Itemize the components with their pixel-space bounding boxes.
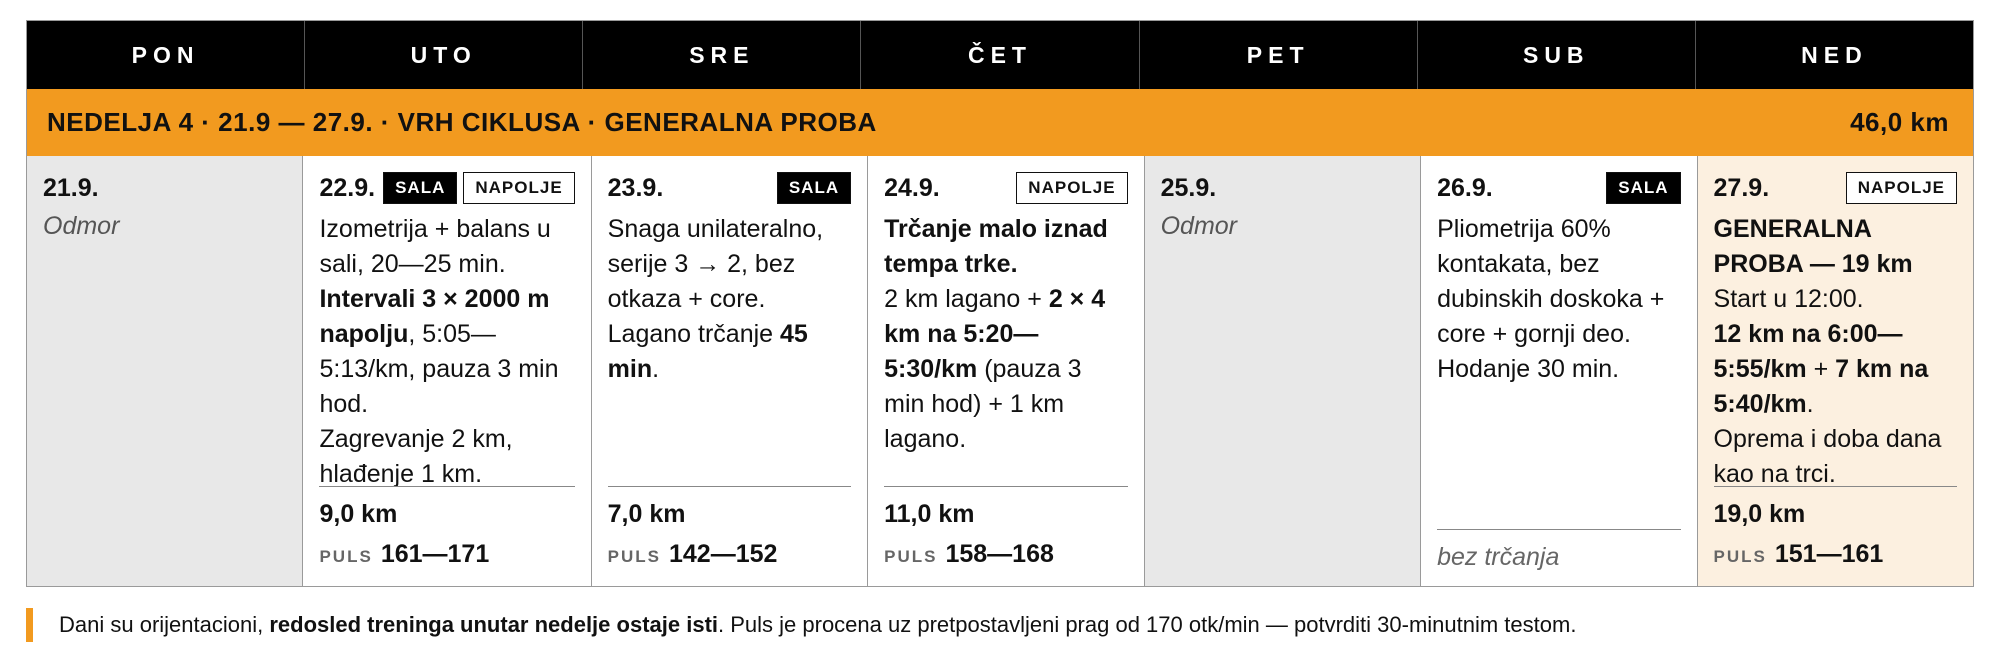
divider [1714, 486, 1957, 487]
workout-line: Hodanje 30 min. [1437, 355, 1620, 383]
workout-description [319, 212, 574, 492]
weekday-tue: UTO [305, 21, 583, 89]
day-cell-tue [303, 156, 591, 586]
pulse-range: PULS 151—161 [1713, 540, 1884, 568]
workout-line: 12 km na 6:00—5:55/km + 7 km na 5:40/km. [1713, 320, 1929, 418]
day-date: 25.9. [1160, 173, 1217, 202]
workout-line: Snaga unilateralno, serije 3 → 2, bez otkaza + core. [607, 215, 824, 313]
day-cell-sat [1421, 156, 1697, 586]
workout-line: Izometrija + balans u sali, 20—25 min. [319, 215, 551, 278]
day-cell-wed [592, 156, 868, 586]
location-tag-outdoor: NAPOLJE [463, 172, 574, 204]
week-title: NEDELJA 4 · 21.9 — 27.9. · VRH CIKLUSA · GENERALNA PROBA [47, 107, 877, 137]
day-cell-fri [1145, 156, 1421, 586]
weekday-header-row [27, 21, 1973, 89]
workout-line: GENERALNA PROBA — 19 km [1713, 215, 1913, 278]
workout-description [1714, 212, 1957, 492]
workout-line: 2 km lagano + 2 × 4 km na 5:20—5:30/km (pauza 3 min hod) + 1 km lagano. [884, 285, 1106, 453]
day-summary [608, 486, 851, 574]
location-tag-gym: SALA [383, 172, 457, 204]
day-date: 24.9. [884, 173, 940, 202]
no-running-label: bez trčanja [1437, 543, 1560, 571]
week-total-distance: 46,0 km [1850, 107, 1949, 137]
accent-bar [26, 608, 33, 642]
day-date: 27.9. [1713, 173, 1770, 202]
weekday-sun: NED [1801, 41, 1868, 68]
weekday-thu: ČET [861, 21, 1139, 89]
weekday-fri: PET [1140, 21, 1418, 89]
day-date: 21.9. [43, 173, 99, 202]
day-cells-row [27, 156, 1973, 586]
workout-line: Trčanje malo iznad tempa trke. [884, 215, 1108, 278]
location-tag-gym: SALA [1606, 172, 1680, 204]
day-cell-sun [1698, 156, 1973, 586]
footnote-text: Dani su orijentacioni, redosled treninga unutar nedelje ostaje isti. Puls je procena uz pretpostavljeni prag od 170 otk/min — potvrditi 30-minutnim testom. [59, 612, 1577, 637]
location-tag-outdoor: NAPOLJE [1016, 172, 1127, 204]
divider [884, 486, 1127, 487]
workout-line: Intervali 3 × 2000 m napolju, 5:05—5:13/km, pauza 3 min hod. [319, 285, 559, 418]
day-summary [1714, 486, 1957, 574]
day-summary [884, 486, 1127, 574]
workout-line: Zagrevanje 2 km, hlađenje 1 km. [319, 425, 513, 488]
day-cell-thu [868, 156, 1144, 586]
weekday-wed: SRE [583, 21, 861, 89]
pulse-range: PULS 161—171 [319, 540, 490, 568]
workout-line: Lagano trčanje 45 min. [607, 320, 808, 383]
workout-description [884, 212, 1127, 457]
workout-description [608, 212, 851, 387]
rest-label: Odmor [1160, 212, 1237, 240]
day-distance: 7,0 km [607, 500, 686, 528]
rest-label: Odmor [43, 212, 120, 240]
day-date: 22.9. [319, 173, 376, 202]
divider [1437, 529, 1680, 530]
week-banner [27, 89, 1973, 156]
day-summary [1437, 529, 1680, 574]
day-distance: 11,0 km [884, 500, 975, 528]
workout-line: Pliometrija 60% kontakata, bez dubinskih doskoka + core + gornji deo. [1437, 215, 1665, 348]
day-distance: 9,0 km [319, 500, 398, 528]
weekday-mon: PON [27, 21, 305, 89]
day-distance: 19,0 km [1713, 500, 1806, 528]
day-summary [319, 486, 574, 574]
day-date: 26.9. [1437, 173, 1493, 202]
day-cell-mon [27, 156, 303, 586]
footnote [26, 608, 1576, 642]
location-tag-gym: SALA [777, 172, 851, 204]
training-plan-table [26, 20, 1974, 587]
location-tag-outdoor: NAPOLJE [1846, 172, 1957, 204]
day-date: 23.9. [607, 173, 664, 202]
workout-line: Oprema i doba dana kao na trci. [1713, 425, 1942, 488]
divider [319, 486, 574, 487]
pulse-range: PULS 158—168 [884, 540, 1054, 568]
divider [608, 486, 851, 487]
pulse-range: PULS 142—152 [607, 540, 778, 568]
workout-line: Start u 12:00. [1713, 285, 1864, 313]
weekday-sat: SUB [1418, 21, 1696, 89]
workout-description [1437, 212, 1680, 387]
